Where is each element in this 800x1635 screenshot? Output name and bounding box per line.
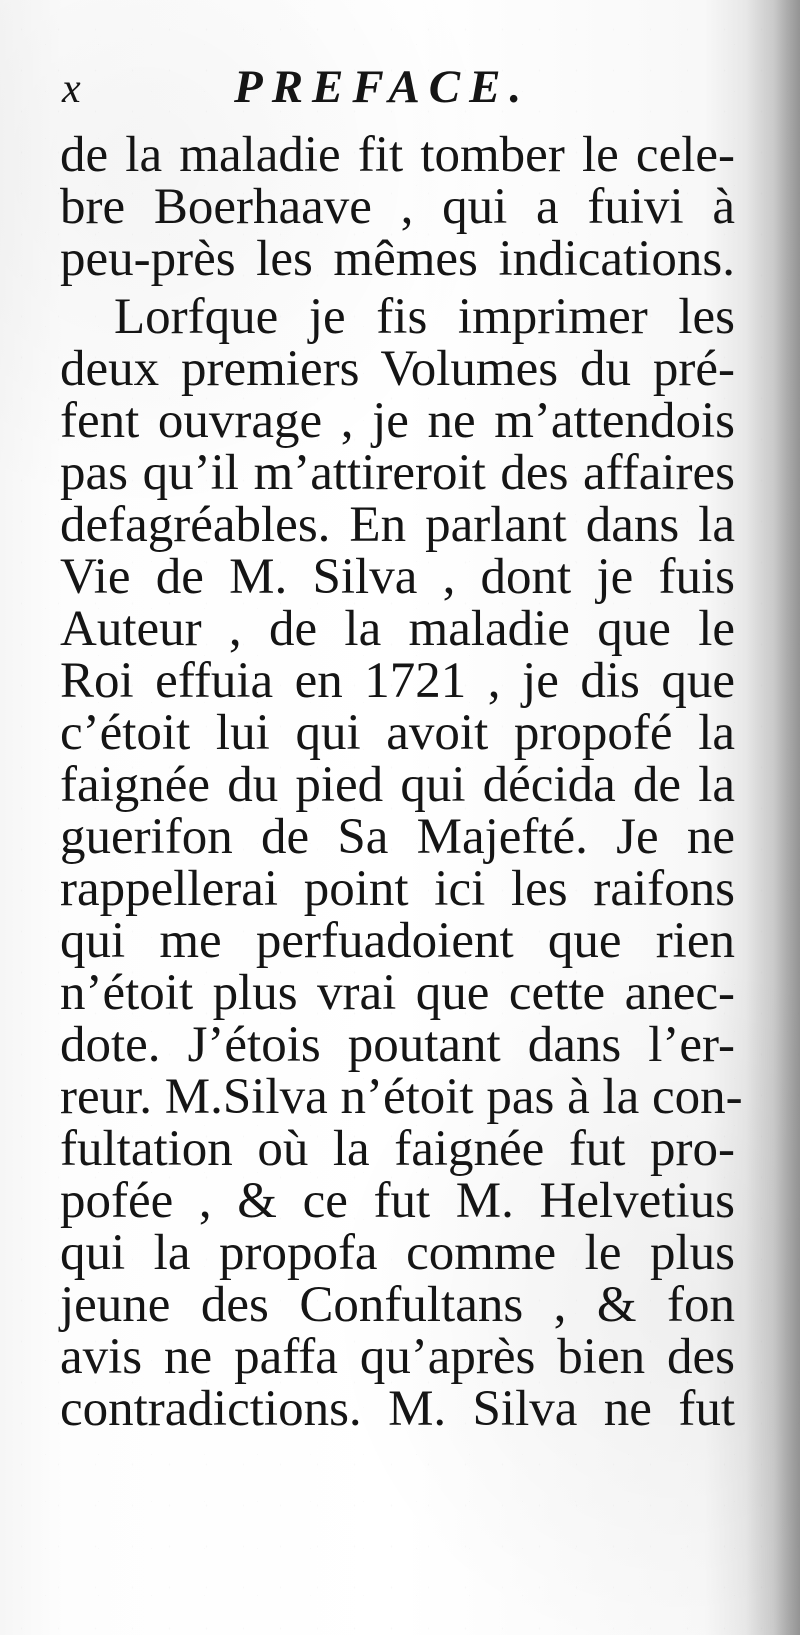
text-line: peu-près les mêmes indications. <box>60 231 735 287</box>
text-line: bre Boerhaave , qui a fuivi à <box>60 179 735 235</box>
text-line: deux premiers Volumes du pré- <box>60 341 735 397</box>
text-line: jeune des Confultans , & fon <box>60 1277 735 1333</box>
text-line: fent ouvrage , je ne m’attendois <box>60 393 735 449</box>
text-line: defagréables. En parlant dans la <box>60 497 735 553</box>
body-text <box>60 120 743 1510</box>
page-edge-shadow <box>746 0 800 1635</box>
text-line: Auteur , de la maladie que le <box>60 601 735 657</box>
text-line: Roi effuia en 1721 , je dis que <box>60 653 735 709</box>
text-line: avis ne paffa qu’après bien des <box>60 1329 735 1385</box>
text-line: Vie de M. Silva , dont je fuis <box>60 549 735 605</box>
text-line: faignée du pied qui décida de la <box>60 757 735 813</box>
running-head: PREFACE. <box>234 61 531 113</box>
page-number: x <box>62 66 81 112</box>
text-line: rappellerai point ici les raifons <box>60 861 735 917</box>
text-line: guerifon de Sa Majefté. Je ne <box>60 809 735 865</box>
text-line: n’étoit plus vrai que cette anec- <box>60 965 735 1021</box>
text-line: pofée , & ce fut M. Helvetius <box>60 1173 735 1229</box>
text-line: reur. M.Silva n’étoit pas à la con- <box>60 1069 743 1125</box>
page-header <box>62 61 682 118</box>
text-line: c’étoit lui qui avoit propofé la <box>60 705 735 761</box>
paragraph-first-line: Lorfque je fis imprimer les <box>114 289 735 345</box>
text-line: pas qu’il m’attireroit des affaires <box>60 445 735 501</box>
text-line: qui me perfuadoient que rien <box>60 913 735 969</box>
text-line: dote. J’étois poutant dans l’er- <box>60 1017 735 1073</box>
text-line: contradictions. M. Silva ne fut <box>60 1381 735 1437</box>
text-line: de la maladie fit tomber le cele- <box>60 127 735 183</box>
text-line: qui la propofa comme le plus <box>60 1225 735 1281</box>
text-line: fultation où la faignée fut pro- <box>60 1121 735 1177</box>
